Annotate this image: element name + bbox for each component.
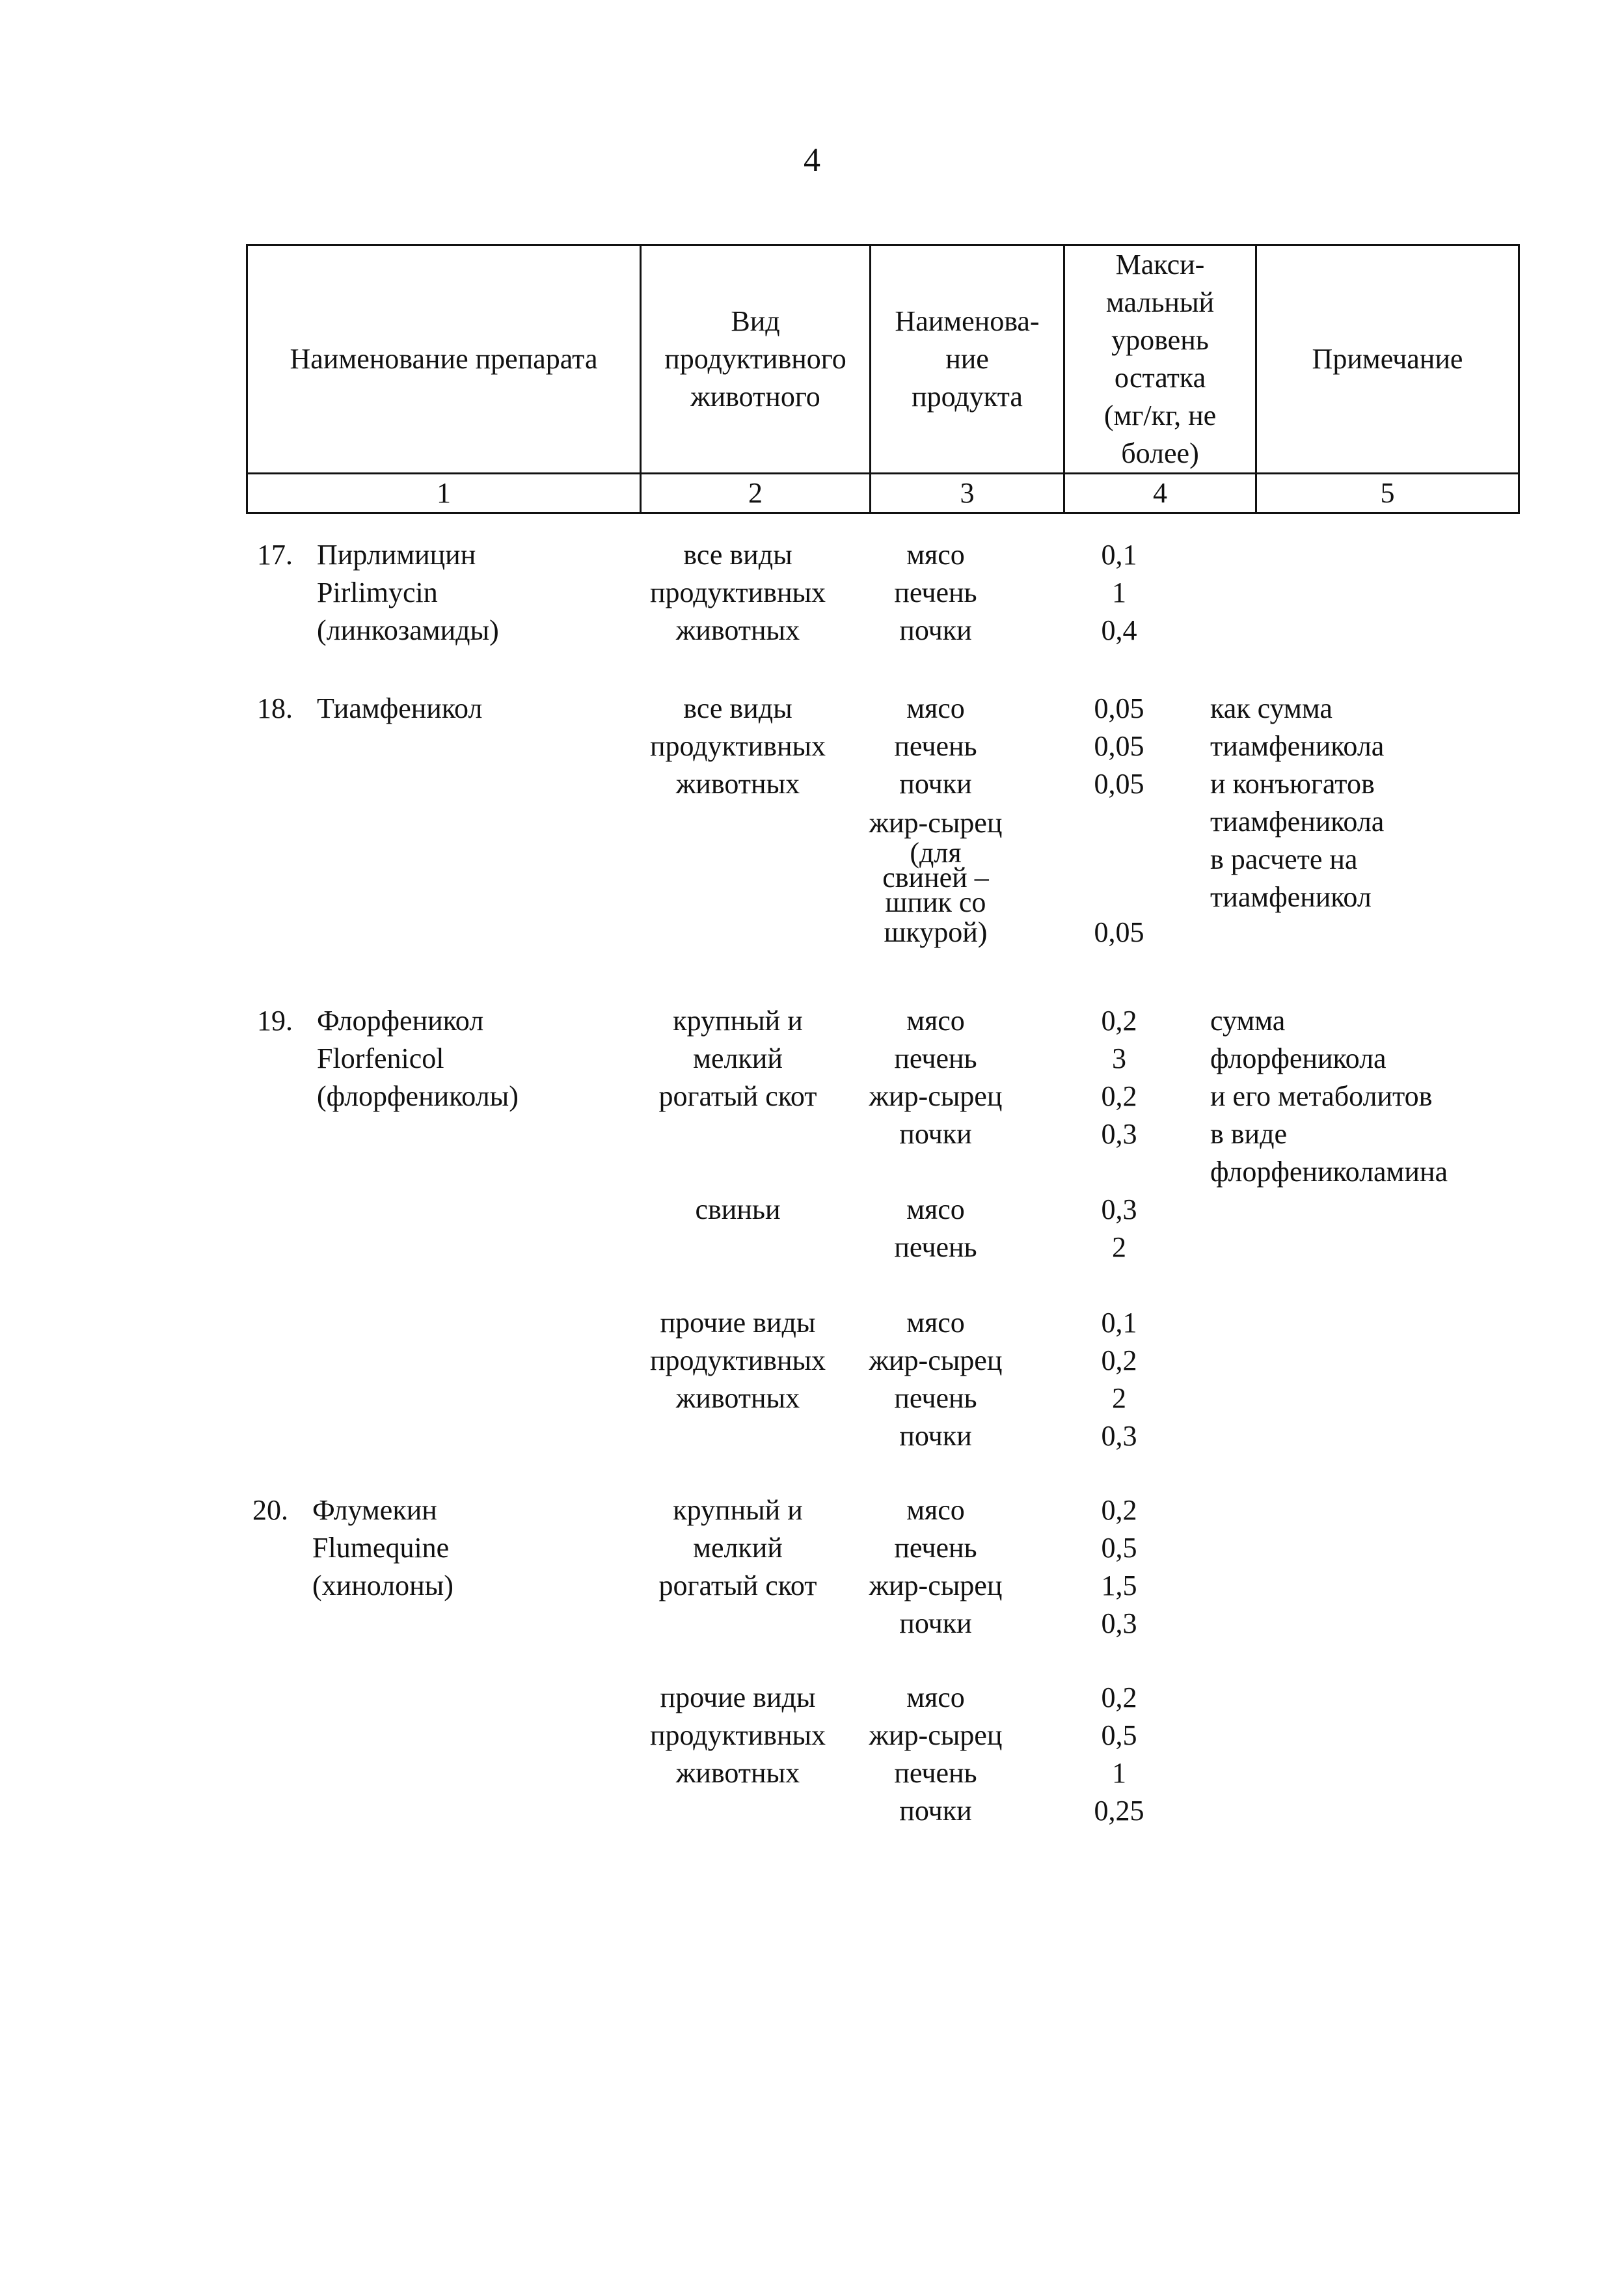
entry-number: 20.	[252, 1494, 288, 1526]
product-line: мясо	[906, 1307, 965, 1339]
note-line: тиамфеникола	[1210, 806, 1385, 838]
drug-name-line: Тиамфеникол	[317, 692, 483, 724]
residue-value: 0,4	[1101, 614, 1137, 646]
animal-line: животных	[675, 614, 800, 646]
product-line: мясо	[906, 1005, 965, 1037]
animal-line: продуктивных	[649, 730, 826, 762]
product-line: мясо	[906, 539, 965, 571]
residue-value: 0,2	[1101, 1682, 1137, 1713]
product-line: печень	[894, 1231, 977, 1263]
note-line: как сумма	[1210, 692, 1333, 724]
animal-line: все виды	[683, 539, 792, 571]
animal-line: рогатый скот	[658, 1080, 817, 1112]
residue-value: 2	[1112, 1231, 1126, 1263]
drug-name-line: Pirlimycin	[317, 577, 438, 608]
drug-name-line: (флорфениколы)	[317, 1080, 519, 1112]
residue-value: 0,25	[1094, 1795, 1144, 1827]
note-line: в виде	[1210, 1118, 1288, 1150]
header-col-animal-type: Вид продуктивного животного	[641, 245, 871, 474]
note-line: и его метаболитов	[1210, 1080, 1433, 1112]
note-line: в расчете на	[1210, 843, 1358, 875]
product-line: мясо	[906, 1494, 965, 1526]
drug-name-line: Флумекин	[312, 1494, 437, 1526]
product-line: печень	[894, 1042, 977, 1074]
residue-value: 0,05	[1094, 768, 1144, 800]
note-line: флорфениколамина	[1210, 1156, 1448, 1188]
product-line: печень	[894, 1757, 977, 1789]
animal-line: продуктивных	[649, 577, 826, 608]
header-number-5: 5	[1256, 474, 1519, 513]
table-header	[246, 244, 1520, 510]
product-line: жир-сырец	[869, 1344, 1003, 1376]
note-line: тиамфеникол	[1210, 881, 1372, 913]
product-line: мясо	[906, 1682, 965, 1713]
animal-line: прочие виды	[660, 1682, 816, 1713]
product-line: мясо	[906, 1193, 965, 1225]
product-line: (для	[910, 837, 962, 869]
entry-number: 18.	[257, 692, 293, 724]
residue-value: 0,1	[1101, 539, 1137, 571]
drug-name-line: (линкозамиды)	[317, 614, 499, 646]
product-line: почки	[899, 1118, 972, 1150]
animal-line: продуктивных	[649, 1719, 826, 1751]
animal-line: все виды	[683, 692, 792, 724]
residue-value: 3	[1112, 1042, 1126, 1074]
product-line: свиней –	[882, 862, 989, 893]
animal-line: животных	[675, 1382, 800, 1414]
product-line: печень	[894, 577, 977, 608]
residue-value: 0,2	[1101, 1494, 1137, 1526]
note-line: тиамфеникола	[1210, 730, 1385, 762]
note-line: сумма	[1210, 1005, 1286, 1037]
product-line: мясо	[906, 692, 965, 724]
residue-value: 0,05	[1094, 692, 1144, 724]
product-line: почки	[899, 614, 972, 646]
residue-value: 0,1	[1101, 1307, 1137, 1339]
residue-value: 0,3	[1101, 1118, 1137, 1150]
residue-value: 1	[1112, 577, 1126, 608]
residue-value: 1	[1112, 1757, 1126, 1789]
residue-value: 0,3	[1101, 1420, 1137, 1452]
product-line: шкурой)	[884, 916, 988, 948]
product-line: почки	[899, 1795, 972, 1827]
animal-line: продуктивных	[649, 1344, 826, 1376]
animal-line: крупный и	[673, 1494, 803, 1526]
residue-value: 0,05	[1094, 730, 1144, 762]
residue-value: 0,5	[1101, 1532, 1137, 1564]
drug-name-line: Florfenicol	[317, 1042, 444, 1074]
animal-line: свиньи	[695, 1193, 781, 1225]
animal-line: крупный и	[673, 1005, 803, 1037]
product-line: жир-сырец	[869, 1570, 1003, 1601]
header-col-product-name: Наименова- ние продукта	[871, 245, 1064, 474]
residue-value: 0,05	[1094, 916, 1144, 948]
product-line: жир-сырец	[869, 807, 1003, 839]
product-line: жир-сырец	[869, 1080, 1003, 1112]
drug-name-line: Flumequine	[312, 1532, 450, 1564]
residue-value: 0,2	[1101, 1344, 1137, 1376]
page-number: 4	[804, 142, 820, 179]
product-line: почки	[899, 768, 972, 800]
entry-number: 19.	[257, 1005, 293, 1037]
drug-name-line: (хинолоны)	[312, 1570, 453, 1601]
header-number-1: 1	[247, 474, 641, 513]
header-number-3: 3	[871, 474, 1064, 513]
animal-line: прочие виды	[660, 1307, 816, 1339]
entry-number: 17.	[257, 539, 293, 571]
residue-value: 2	[1112, 1382, 1126, 1414]
animal-line: мелкий	[693, 1042, 783, 1074]
drug-name-line: Флорфеникол	[317, 1005, 484, 1037]
residue-value: 0,5	[1101, 1719, 1137, 1751]
animal-line: животных	[675, 768, 800, 800]
product-line: печень	[894, 1532, 977, 1564]
product-line: шпик со	[885, 886, 986, 918]
header-col-drug-name: Наименование препарата	[247, 245, 641, 474]
product-line: почки	[899, 1420, 972, 1452]
residue-value: 1,5	[1101, 1570, 1137, 1601]
residue-value: 0,2	[1101, 1080, 1137, 1112]
animal-line: рогатый скот	[658, 1570, 817, 1601]
drug-name-line: Пирлимицин	[317, 539, 476, 571]
header-col-note: Примечание	[1256, 245, 1519, 474]
residue-value: 0,2	[1101, 1005, 1137, 1037]
animal-line: мелкий	[693, 1532, 783, 1564]
product-line: печень	[894, 1382, 977, 1414]
product-line: печень	[894, 730, 977, 762]
header-col-max-residue: Макси- мальный уровень остатка (мг/кг, не более)	[1064, 245, 1256, 474]
note-line: флорфеникола	[1210, 1042, 1387, 1074]
product-line: жир-сырец	[869, 1719, 1003, 1751]
product-line: почки	[899, 1607, 972, 1639]
residue-value: 0,3	[1101, 1193, 1137, 1225]
animal-line: животных	[675, 1757, 800, 1789]
note-line: и конъюгатов	[1210, 768, 1375, 800]
header-number-2: 2	[641, 474, 871, 513]
header-number-4: 4	[1064, 474, 1256, 513]
residue-value: 0,3	[1101, 1607, 1137, 1639]
